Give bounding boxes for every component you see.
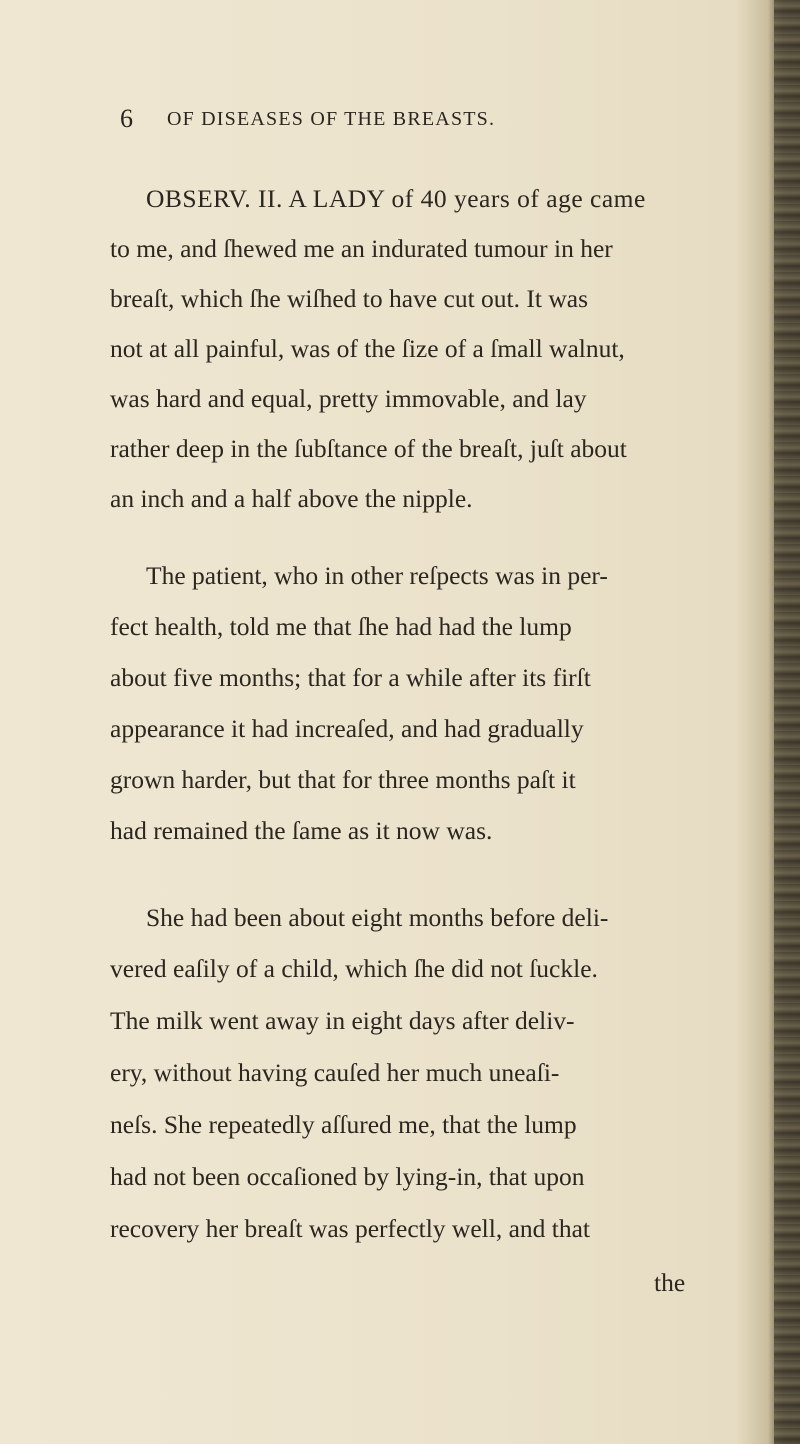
- text-line: to me, and ſhewed me an indurated tumour in her: [110, 234, 613, 263]
- catchword: the: [654, 1268, 686, 1297]
- text-line: recovery her breaſt was perfectly well, and that: [110, 1214, 591, 1243]
- text-line: had not been occaſioned by lying-in, that upon: [110, 1162, 585, 1191]
- running-head: OF DISEASES OF THE BREASTS.: [167, 108, 496, 130]
- text-line: rather deep in the ſubſtance of the breaſt, juſt about: [110, 434, 627, 463]
- text-line: an inch and a half above the nipple.: [110, 484, 473, 513]
- text-line: breaſt, which ſhe wiſhed to have cut out. It was: [110, 284, 588, 313]
- text-line: was hard and equal, pretty immovable, and lay: [110, 384, 587, 413]
- text-line: fect health, told me that ſhe had had the lump: [110, 612, 572, 641]
- text-line: neſs. She repeatedly aſſured me, that the lump: [110, 1110, 577, 1139]
- text-line: grown harder, but that for three months paſt it: [110, 765, 576, 794]
- text-line: appearance it had increaſed, and had gradually: [110, 714, 584, 743]
- text-line: had remained the ſame as it now was.: [110, 816, 493, 845]
- page-number: 6: [120, 104, 134, 133]
- text-line: OBSERV. II. A LADY of 40 years of age came: [146, 184, 646, 213]
- text-line: vered eaſily of a child, which ſhe did not ſuckle.: [110, 954, 598, 983]
- text-line: ery, without having cauſed her much uneaſi-: [110, 1058, 560, 1087]
- text-line: She had been about eight months before deli-: [146, 903, 609, 932]
- text-line: not at all painful, was of the ſize of a ſmall walnut,: [110, 334, 625, 363]
- text-line: The milk went away in eight days after deliv-: [110, 1006, 575, 1035]
- text-line: The patient, who in other reſpects was in per-: [146, 561, 608, 590]
- text-line: about five months; that for a while after its firſt: [110, 663, 591, 692]
